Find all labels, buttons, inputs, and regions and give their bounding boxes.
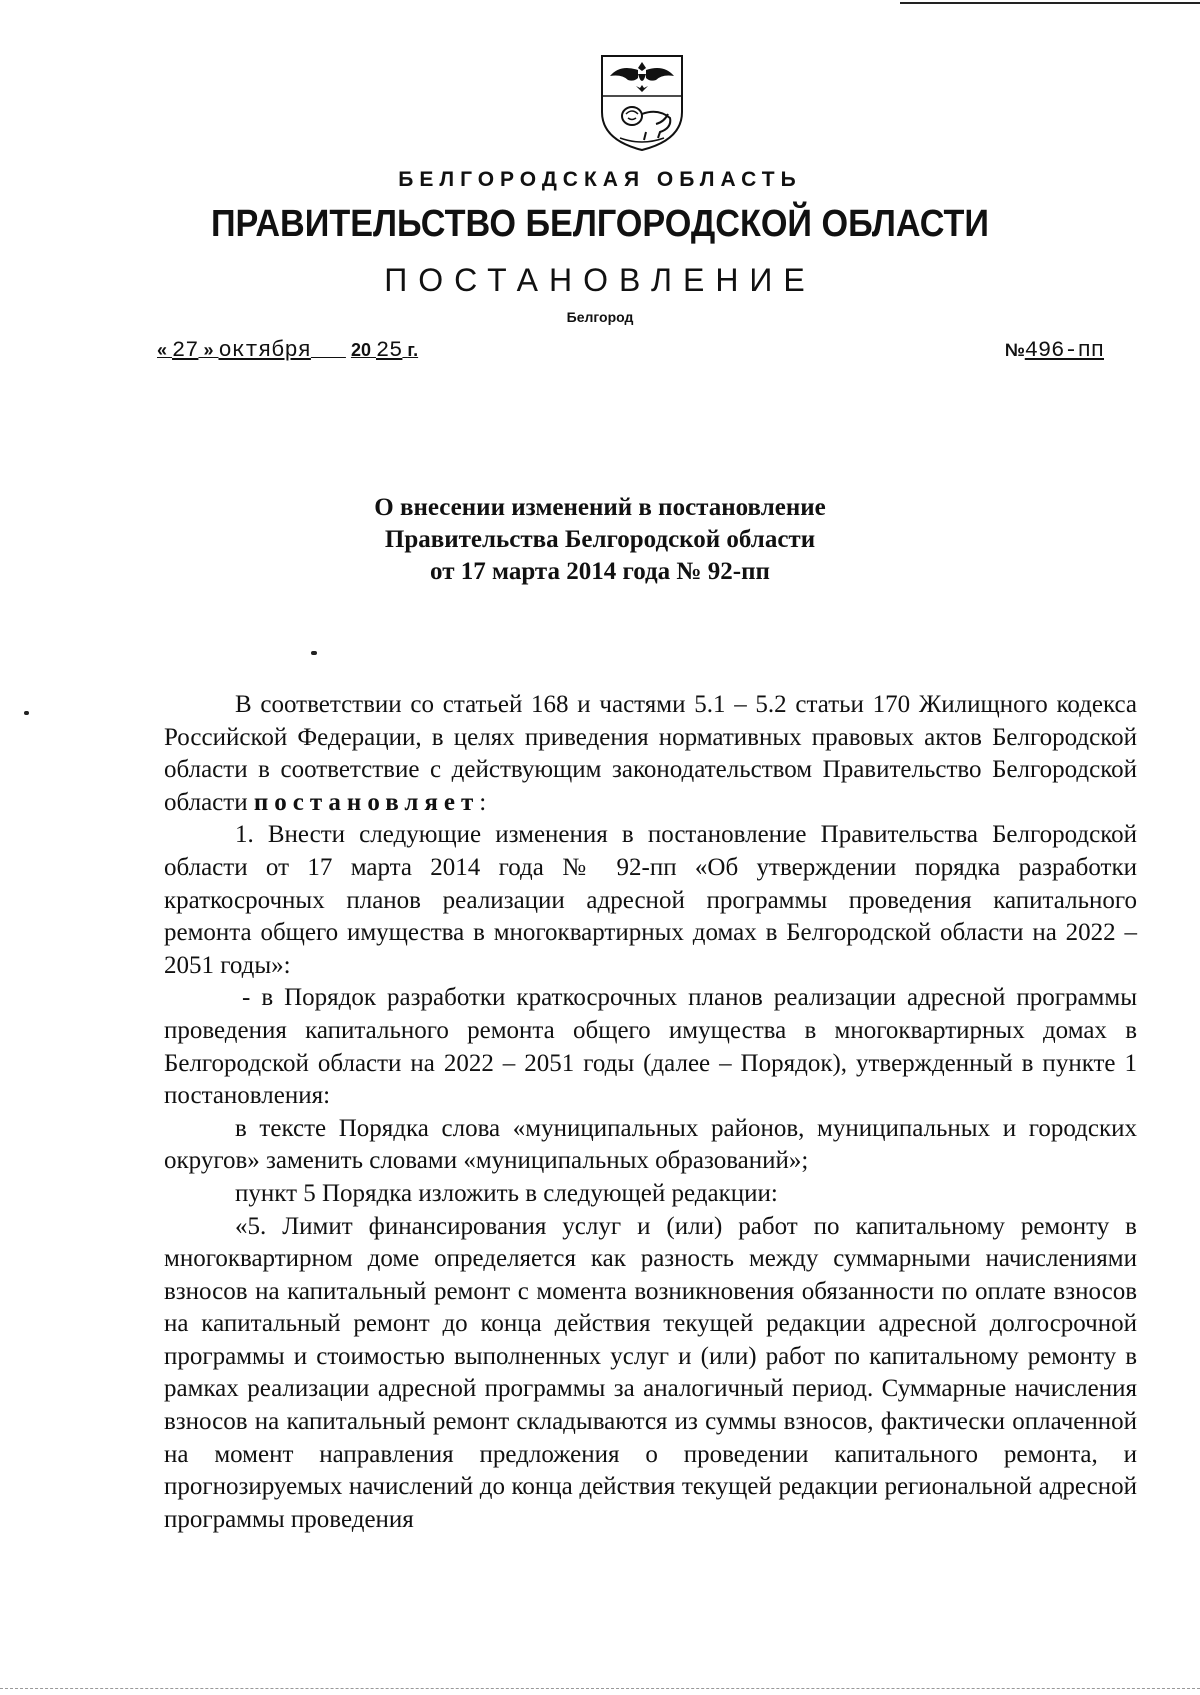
- coat-of-arms-emblem: [598, 52, 686, 152]
- document-date: [157, 338, 418, 363]
- date-day: 27: [172, 338, 199, 363]
- paragraph-preamble: [164, 689, 1137, 819]
- government-name: ПРАВИТЕЛЬСТВО БЕЛГОРОДСКОЙ ОБЛАСТИ: [210, 203, 990, 245]
- paragraph-item-1: 1. Внести следующие изменения в постановление Правительства Белгородской области от 17 марта 2014 года № 92-пп «Об утверждении порядка разработки краткосрочных планов реализации адресной программы проведения капитального ремонта общего имущества в многоквартирных домах в Белгородской области на 2022 – 2051 годы»:: [164, 821, 1137, 979]
- date-year-suffix: 25: [375, 338, 403, 363]
- region-name: БЕЛГОРОДСКАЯ ОБЛАСТЬ: [398, 168, 802, 191]
- date-quote-open: «: [157, 340, 168, 360]
- date-year-prefix: 20: [350, 340, 371, 360]
- decree-keyword: постановляет: [253, 788, 480, 816]
- title-line-2: Правительства Белгородской области: [384, 526, 816, 553]
- preamble-end: :: [479, 788, 487, 816]
- date-month: октября: [218, 338, 311, 363]
- paragraph-item-5-text: «5. Лимит финансирования услуг и (или) работ по капитальному ремонту в многоквартирном доме определяется как разность между суммарными начислениями взносов на капитальный ремонт с момента возникновения обязанности по оплате взносов на капитальный ремонт до конца действия текущей редакции адресной долгосрочной программы и стоимостью выполненных услуг и (или) работ по капитальному ремонту в рамках реализации адресной программы за аналогичный период. Суммарные начисления взносов на капитальный ремонт складываются из суммы взносов, фактически оплаченной на момент направления предложения о проведении капитального ремонта, и прогнозируемых начислений до конца действия текущей редакции региональной адресной программы проведения: [164, 1212, 1137, 1533]
- document-number: [1005, 338, 1104, 363]
- title-line-3: от 17 марта 2014 года № 92-пп: [430, 558, 770, 585]
- top-rule: [900, 2, 1200, 4]
- number-prefix: №: [1004, 340, 1025, 360]
- city-name: Белгород: [566, 309, 634, 325]
- paragraph-text-replacement: в тексте Порядка слова «муниципальных районов, муниципальных и городских округов» заменить словами «муниципальных образований»;: [164, 1114, 1137, 1175]
- date-quote-close: »: [203, 340, 214, 360]
- document-type: ПОСТАНОВЛЕНИЕ: [384, 262, 816, 298]
- scan-mark: [24, 711, 29, 715]
- number-value: 496-пп: [1024, 338, 1104, 363]
- bottom-rule: [0, 1688, 1200, 1689]
- document-body: [164, 689, 1137, 1536]
- document-title: [0, 492, 1200, 588]
- date-year-mark: г.: [407, 340, 419, 360]
- scan-mark: [311, 651, 317, 655]
- paragraph-item-5-intro: пункт 5 Порядка изложить в следующей редакции:: [235, 1179, 778, 1207]
- preamble-text: В соответствии со статьей 168 и частями 5.1 – 5.2 статьи 170 Жилищного кодекса Российской Федерации, в целях приведения нормативных правовых актов Белгородской области в соответствие с действующим законодательством Правительство Белгородской области: [164, 691, 1137, 816]
- paragraph-order-changes: - в Порядок разработки краткосрочных планов реализации адресной программы проведения капитального ремонта общего имущества в многоквартирных домах в Белгородской области на 2022 – 2051 годы (далее – Порядок), утвержденный в пункте 1 постановления:: [164, 984, 1137, 1110]
- title-line-1: О внесении изменений в постановление: [374, 494, 826, 521]
